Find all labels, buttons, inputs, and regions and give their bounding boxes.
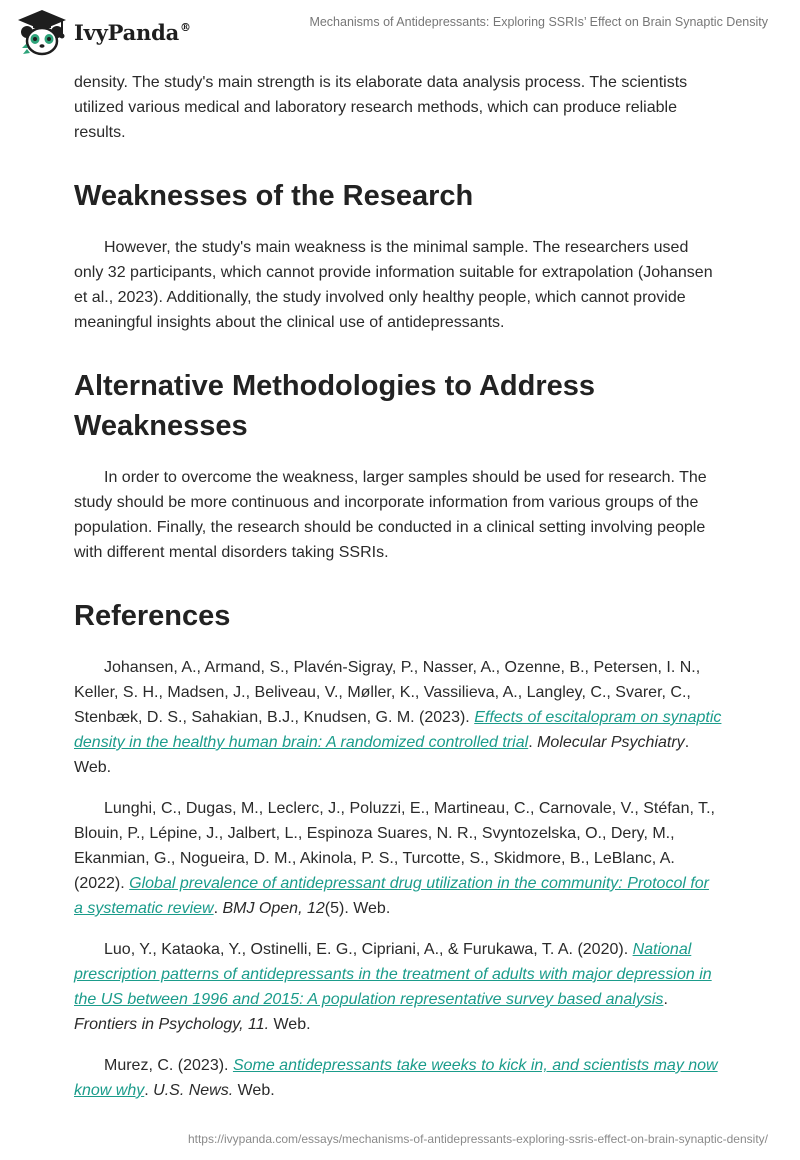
essay-content (74, 70, 722, 1103)
logo-wordmark: IvyPanda® (74, 19, 191, 45)
reference-link[interactable]: Some antidepressants take weeks to kick in, and scientists may now know why (74, 1057, 718, 1099)
reference-item: Johansen, A., Armand, S., Plavén-Sigray, P., Nasser, A., Ozenne, B., Petersen, I. N., Keller, S. H., Madsen, J., Beliveau, V., Møller, K., Vassilieva, A., Langley, C., Svarer, C., Stenbæk, D. S., Sahakian, B.J., Knudsen, G. M. (2023). Effects of escitalopram on synaptic density in the healthy human brain: A randomized controlled trial. Molecular Psychiatry. Web. (74, 659, 722, 776)
source-url[interactable]: https://ivypanda.com/essays/mechanisms-of-antidepressants-exploring-ssris-effect-on-brain-synaptic-density/ (187, 1132, 768, 1146)
alternatives-heading: Alternative Methodologies to Address Weaknesses (74, 370, 595, 442)
reference-item: Murez, C. (2023). Some antidepressants take weeks to kick in, and scientists may now know why. U.S. News. Web. (74, 1057, 718, 1099)
page-header (0, 0, 800, 64)
reference-item: Luo, Y., Kataoka, Y., Ostinelli, E. G., Cipriani, A., & Furukawa, T. A. (2020). National prescription patterns of antidepressants in the treatment of adults with major depression in the US between 1996 and 2015: A population representative survey based analysis. Frontiers in Psychology, 11. Web. (74, 941, 712, 1033)
ivypanda-logo[interactable] (14, 8, 191, 56)
weaknesses-heading: Weaknesses of the Research (74, 180, 474, 212)
alternatives-paragraph: In order to overcome the weakness, larger samples should be used for research. The study should be more continuous and incorporate information from various groups of the population. Finally, the research should be conducted in a clinical setting involving people with different mental disorders taking SSRIs. (74, 469, 707, 561)
reference-link[interactable]: National prescription patterns of antidepressants in the treatment of adults with major depression in the US between 1996 and 2015: A population representative survey based analysis (74, 941, 712, 1008)
weaknesses-paragraph: However, the study's main weakness is the minimal sample. The researchers used only 32 participants, which cannot provide information suitable for extrapolation (Johansen et al., 2023). Additionally, the study involved only healthy people, which cannot provide meaningful insights about the clinical use of antidepressants. (74, 239, 713, 331)
reference-link[interactable]: Global prevalence of antidepressant drug utilization in the community: Protocol for a systematic review (74, 875, 710, 917)
graduation-cap-panda-icon (14, 8, 70, 56)
references-heading: References (74, 600, 231, 632)
reference-link[interactable]: Effects of escitalopram on synaptic density in the healthy human brain: A randomized controlled trial (74, 709, 722, 751)
document-title: Mechanisms of Antidepressants: Exploring SSRIs’ Effect on Brain Synaptic Density (309, 15, 768, 29)
intro-paragraph: density. The study's main strength is its elaborate data analysis process. The scientists utilized various medical and laboratory research methods, which can produce reliable results. (74, 74, 688, 141)
reference-item: Lunghi, C., Dugas, M., Leclerc, J., Poluzzi, E., Martineau, C., Carnovale, V., Stéfan, T., Blouin, P., Lépine, J., Jalbert, L., Espinoza Suares, N. R., Svyntozelska, O., Dery, M., Ekanmian, G., Nogueira, D. M., Akinola, P. S., Turcotte, S., Skidmore, B., LeBlanc, A. (2022). Global prevalence of antidepressant drug utilization in the community: Protocol for a systematic review. BMJ Open, 12(5). Web. (74, 800, 715, 917)
